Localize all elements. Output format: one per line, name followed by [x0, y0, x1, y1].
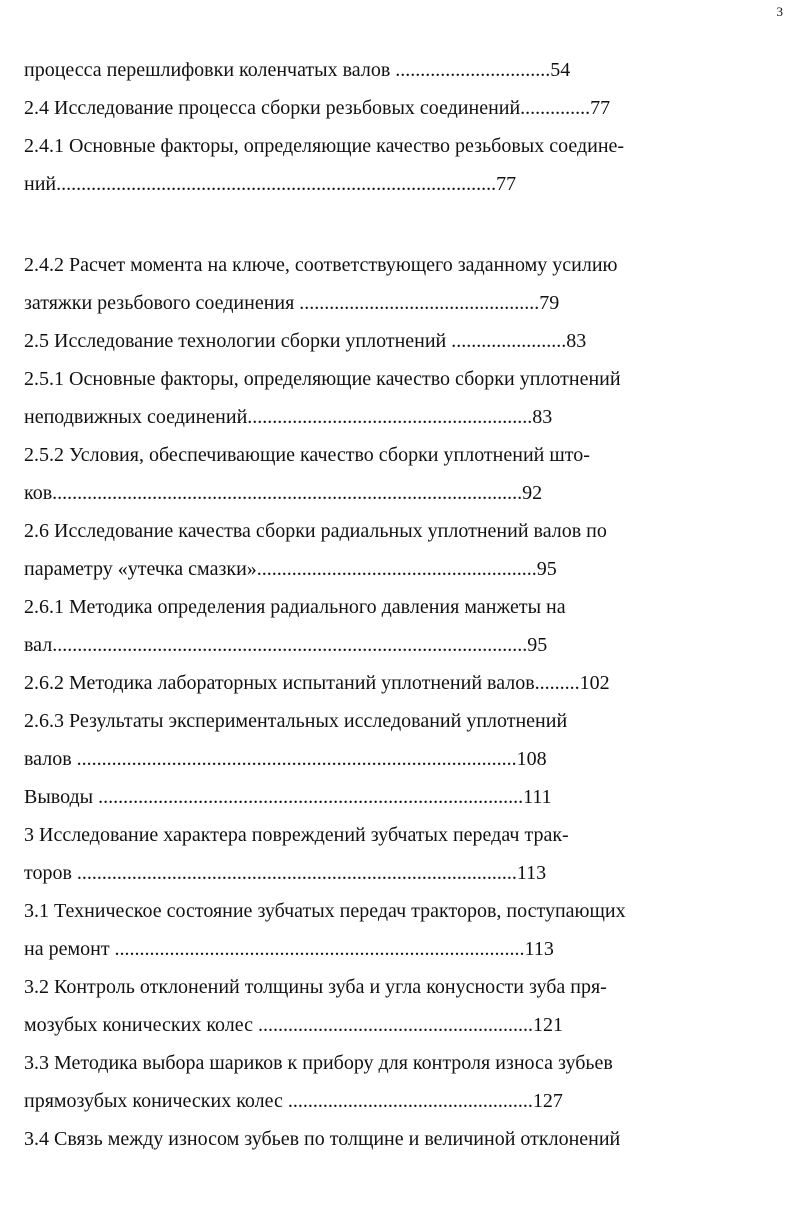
toc-line: процесса перешлифовки коленчатых валов ...............................54 — [24, 59, 571, 81]
toc-line: 2.6 Исследование качества сборки радиальных уплотнений валов по — [24, 520, 607, 542]
toc-line: валов ........................................................................................108 — [24, 748, 547, 770]
toc-line: 2.6.3 Результаты экспериментальных исследований уплотнений — [24, 710, 568, 732]
toc-line: 3 Исследование характера повреждений зубчатых передач трак- — [24, 824, 569, 846]
toc-line: торов ........................................................................................113 — [24, 862, 547, 884]
toc-line: ний........................................................................................77 — [24, 173, 517, 195]
toc-line: 3.4 Связь между износом зубьев по толщине и величиной отклонений — [24, 1128, 621, 1150]
toc-line: 2.4 Исследование процесса сборки резьбовых соединений..............77 — [24, 97, 611, 119]
toc-line: на ремонт ..................................................................................113 — [24, 938, 554, 960]
toc-line: прямозубых конических колес .................................................127 — [24, 1090, 563, 1112]
toc-line: неподвижных соединений.........................................................83 — [24, 406, 553, 428]
toc-line: 3.3 Методика выбора шариков к прибору для контроля износа зубьев — [24, 1052, 613, 1074]
toc-line: 2.5.2 Условия, обеспечивающие качество сборки уплотнений што- — [24, 444, 590, 466]
toc-line: 2.5 Исследование технологии сборки уплотнений .......................83 — [24, 330, 587, 352]
toc-line: Выводы .....................................................................................111 — [24, 786, 552, 808]
toc-line: параметру «утечка смазки»........................................................95 — [24, 558, 557, 580]
toc-line: мозубых конических колес .......................................................121 — [24, 1014, 563, 1036]
toc-line: вал...............................................................................................95 — [24, 634, 548, 656]
toc-line: 3.2 Контроль отклонений толщины зуба и угла конусности зуба пря- — [24, 976, 607, 998]
page-number: 3 — [776, 4, 783, 19]
toc-line: 2.4.1 Основные факторы, определяющие качество резьбовых соедине- — [24, 135, 625, 157]
toc-line: затяжки резьбового соединения ................................................79 — [24, 292, 560, 314]
toc-line: 2.5.1 Основные факторы, определяющие качество сборки уплотнений — [24, 368, 621, 390]
toc-line: ков..............................................................................................92 — [24, 482, 543, 504]
toc-line: 3.1 Техническое состояние зубчатых передач тракторов, поступающих — [24, 900, 626, 922]
toc-line: 2.4.2 Расчет момента на ключе, соответствующего заданному усилию — [24, 254, 618, 276]
toc-line: 2.6.2 Методика лабораторных испытаний уплотнений валов.........102 — [24, 672, 610, 694]
toc-line: 2.6.1 Методика определения радиального давления манжеты на — [24, 596, 566, 618]
